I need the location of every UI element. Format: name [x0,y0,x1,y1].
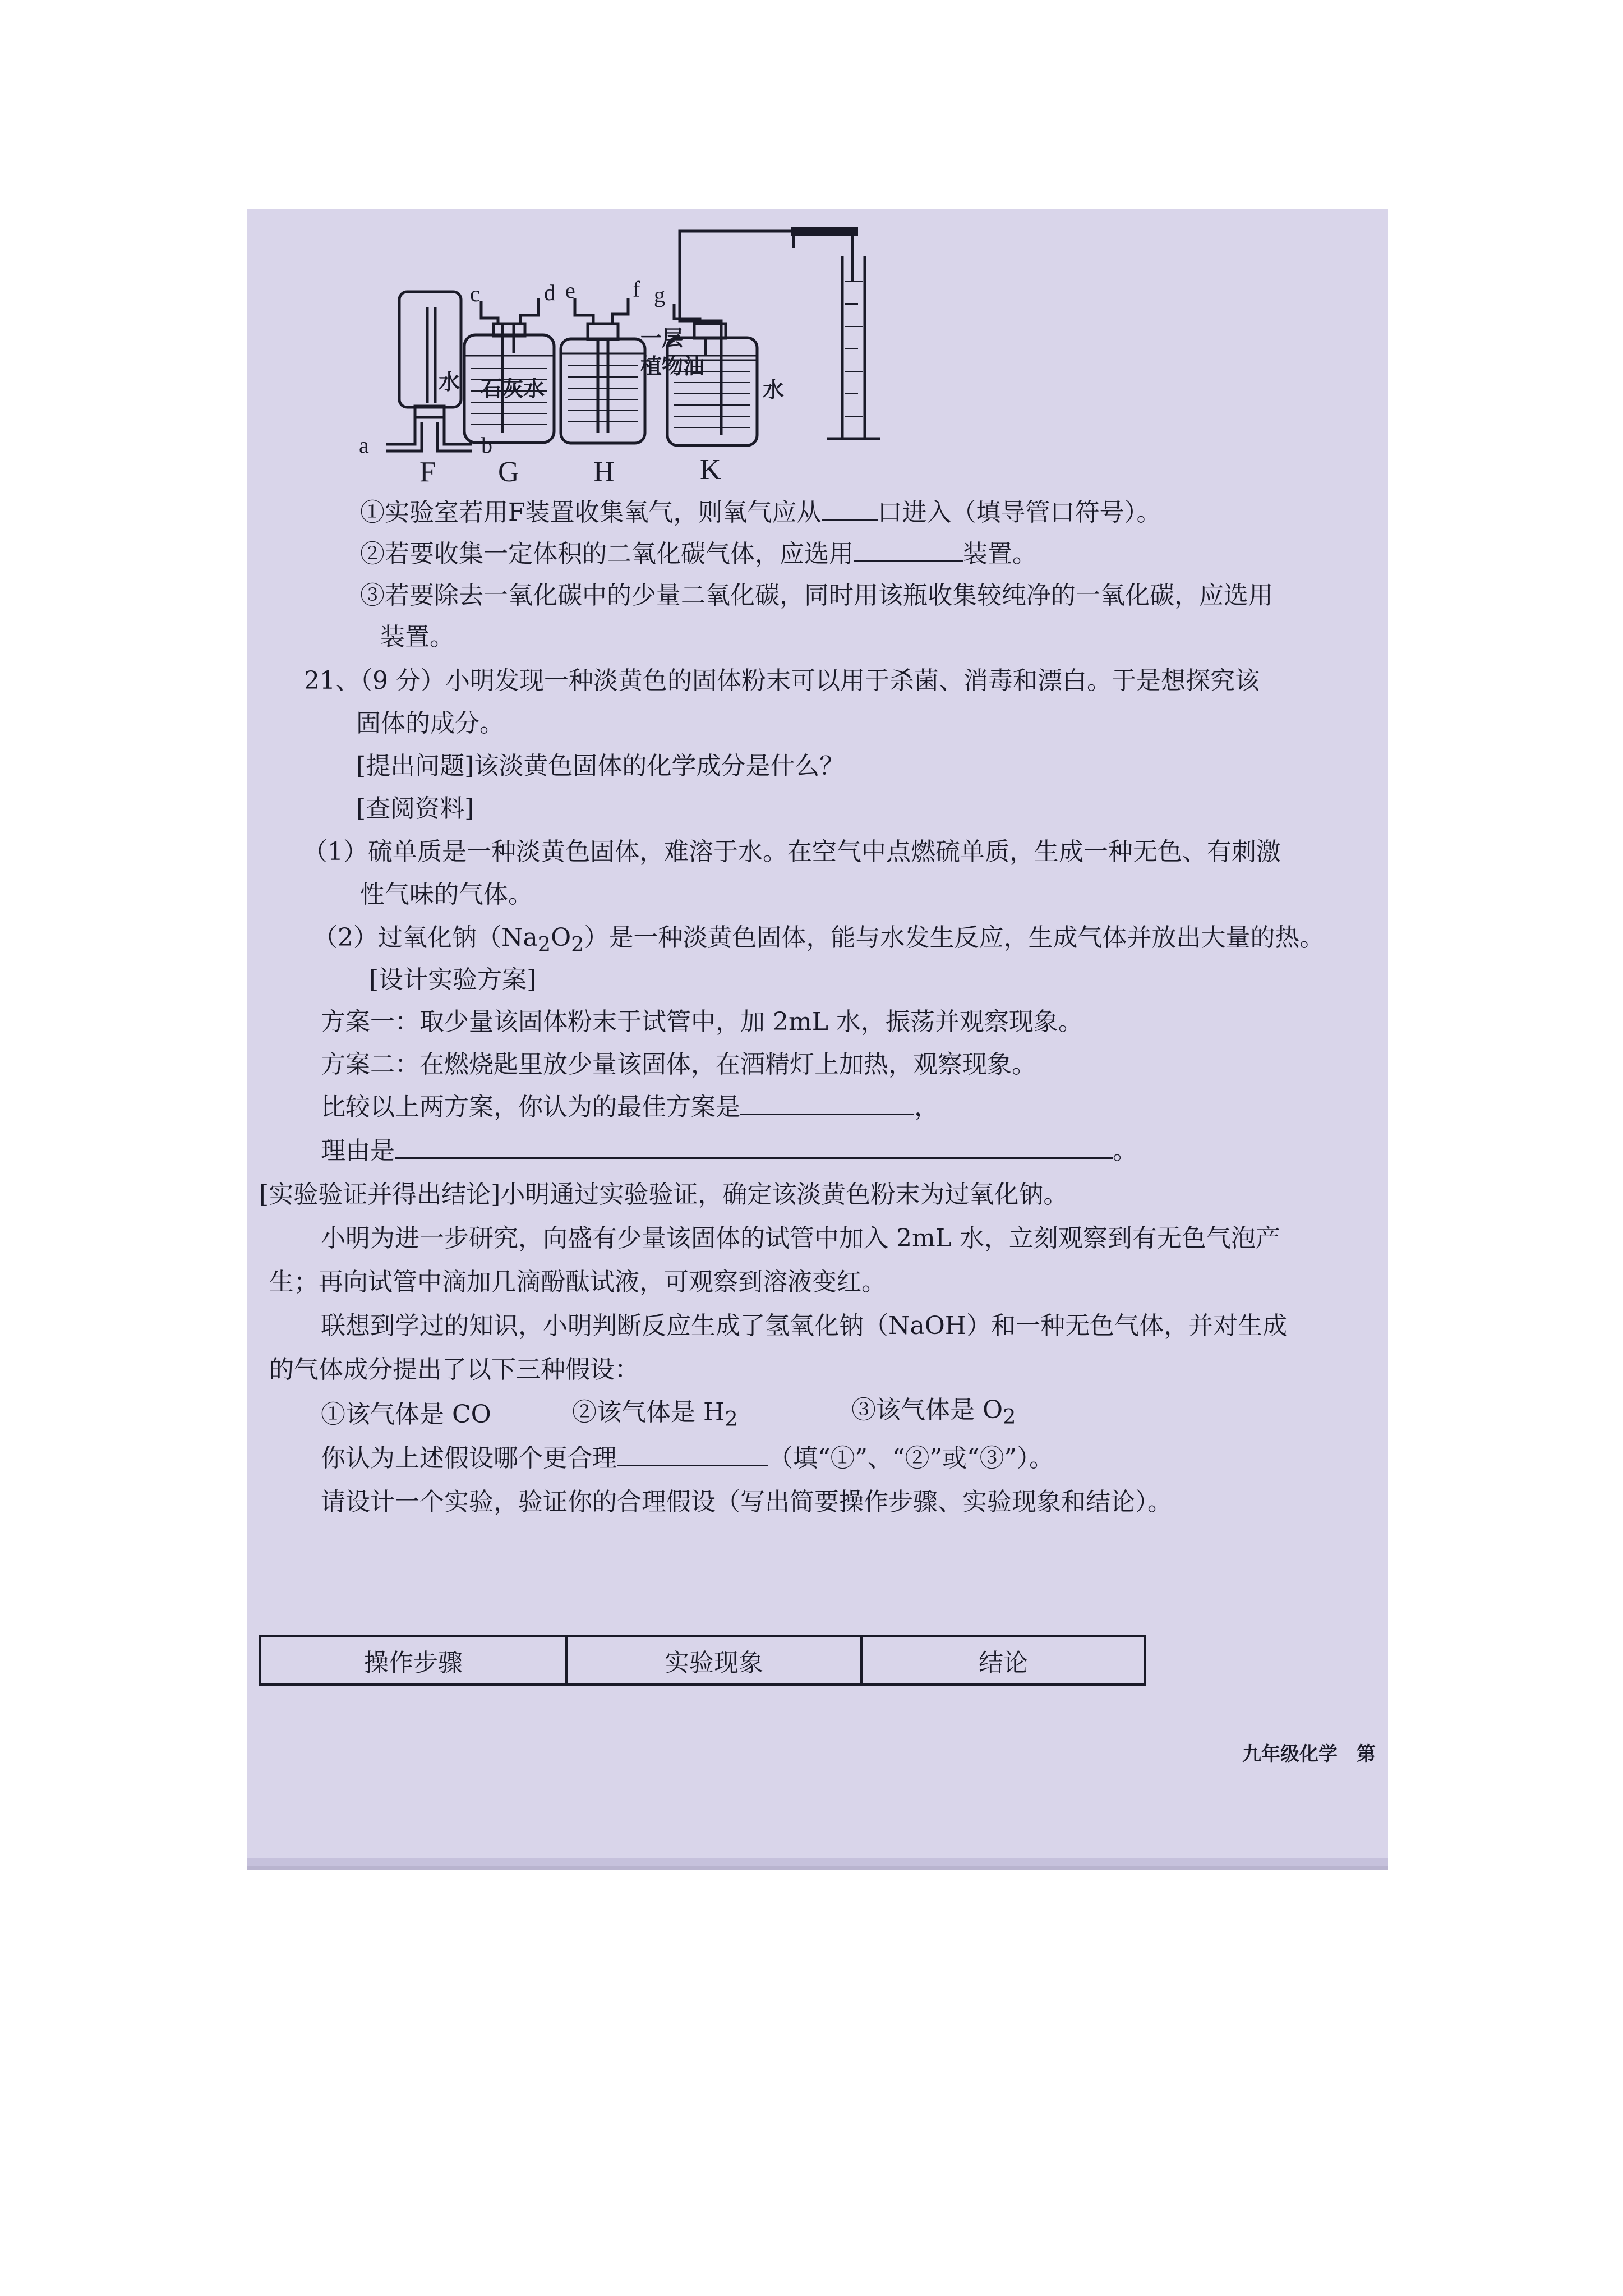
sheet-edge [247,1858,1388,1866]
hyp2-subscript: 2 [725,1406,738,1431]
page-footer: 九年级化学 第 [1242,1743,1376,1765]
q21-design-experiment: 请设计一个实验，验证你的合理假设（写出简要操作步骤、实验现象和结论）。 [321,1488,1172,1516]
answer-blank-reason[interactable] [395,1135,1113,1159]
q21-hypothesis-2 [572,1396,738,1436]
table-header-steps: 操作步骤 [260,1636,566,1685]
which-suffix: （填“①”、“②”或“③”）。 [768,1444,1054,1473]
tube-label-a: a [359,432,369,458]
ref2-subscript-1: 2 [537,932,551,956]
table-header-conclusion: 结论 [861,1636,1145,1685]
q21-reference-2 [313,921,1324,961]
ref2-text-pre: （2）过氧化钠（Na [313,923,538,952]
q21-intro-line-1: 21、（9 分）小明发现一种淡黄色的固体粉末可以用于杀菌、消毒和漂白。于是想探究该 [304,666,1260,695]
ref2-text-mid: O [551,923,571,952]
apparatus-drawing [247,209,1388,500]
ref2-subscript-2: 2 [571,932,584,956]
q21-references-title: [查阅资料] [356,794,474,823]
q21-plan-2: 方案二：在燃烧匙里放少量该固体，在酒精灯上加热，观察现象。 [321,1050,1036,1079]
reason-text: 理由是 [321,1137,395,1165]
apparatus-label-h: H [593,456,615,488]
compare-text: 比较以上两方案，你认为的最佳方案是 [321,1093,740,1121]
q20-item-1-text: ①实验室若用F装置收集氧气，则氧气应从 [360,498,822,527]
apparatus-label-f: F [419,456,436,488]
tube-label-c: c [470,281,480,306]
hyp3-subscript: 2 [1003,1404,1016,1429]
q21-which [321,1442,1054,1475]
q21-verify: [实验验证并得出结论]小明通过实验验证，确定该淡黄色粉末为过氧化钠。 [259,1180,1068,1209]
q21-reference-1-line-1: （1）硫单质是一种淡黄色固体，难溶于水。在空气中点燃硫单质，生成一种无色、有刺激 [303,838,1281,866]
label-water-g: 水 [439,369,460,394]
which-text: 你认为上述假设哪个更合理 [321,1444,617,1473]
q21-infer-line-1: 联想到学过的知识，小明判断反应生成了氢氧化钠（NaOH）和一种无色气体，并对生成 [321,1312,1288,1340]
q21-infer-line-2: 的气体成分提出了以下三种假设： [269,1355,639,1384]
q20-item-1 [360,496,1161,530]
q21-further-line-1: 小明为进一步研究，向盛有少量该固体的试管中加入 2mL 水，立刻观察到有无色气泡产 [321,1224,1280,1253]
q20-item-1-suffix: 口进入（填导管口符号）。 [877,498,1161,527]
ref2-text-post: ）是一种淡黄色固体，能与水发生反应，生成气体并放出大量的热。 [584,923,1325,952]
label-oil-layer: 一层 [640,325,684,351]
answer-blank-2[interactable] [854,538,963,562]
label-vegetable-oil: 植物油 [640,353,705,379]
compare-suffix: ， [914,1093,939,1121]
answer-blank-1[interactable] [822,496,878,521]
tube-label-d: d [544,280,555,305]
q21-hypothesis-3 [851,1393,1016,1434]
apparatus-label-k: K [700,454,721,486]
experiment-table [259,1635,1146,1686]
hyp2-text: ②该气体是 H [572,1398,725,1427]
tube-label-e: e [565,278,575,303]
answer-blank-best-plan[interactable] [740,1091,914,1115]
q21-further-line-2: 生；再向试管中滴加几滴酚酞试液，可观察到溶液变红。 [269,1268,886,1296]
tube-label-f: f [633,277,640,302]
q21-plan-1: 方案一：取少量该固体粉末于试管中，加 2mL 水，振荡并观察现象。 [321,1007,1083,1036]
q21-problem: [提出问题]该淡黄色固体的化学成分是什么？ [356,752,845,780]
label-water-k: 水 [763,377,785,402]
apparatus-label-g: G [498,456,519,488]
answer-blank-hypothesis[interactable] [617,1442,768,1466]
tube-label-b: b [481,432,492,458]
q20-item-3-line-2: 装置。 [380,623,454,651]
table-header-observation: 实验现象 [566,1636,861,1685]
tube-label-g: g [654,282,665,307]
reason-suffix: 。 [1113,1137,1137,1165]
exam-sheet [247,209,1388,1866]
q21-design-title: [设计实验方案] [369,965,537,994]
q20-item-2-suffix: 装置。 [963,540,1037,568]
q21-reference-1-line-2: 性气味的气体。 [360,880,533,909]
hyp3-text: ③该气体是 O [851,1396,1003,1424]
q21-compare [321,1091,939,1124]
q20-item-2-text: ②若要收集一定体积的二氧化碳气体，应选用 [360,540,854,568]
q20-item-3-line-1: ③若要除去一氧化碳中的少量二氧化碳，同时用该瓶收集较纯净的一氧化碳，应选用 [360,581,1273,610]
label-limewater: 石灰水 [481,376,545,401]
q21-reason [321,1134,1137,1168]
q21-intro-line-2: 固体的成分。 [356,709,504,738]
q21-hypothesis-1: ①该气体是 CO [321,1400,491,1429]
table-header-row [260,1636,1145,1685]
q20-item-2 [360,537,1037,571]
